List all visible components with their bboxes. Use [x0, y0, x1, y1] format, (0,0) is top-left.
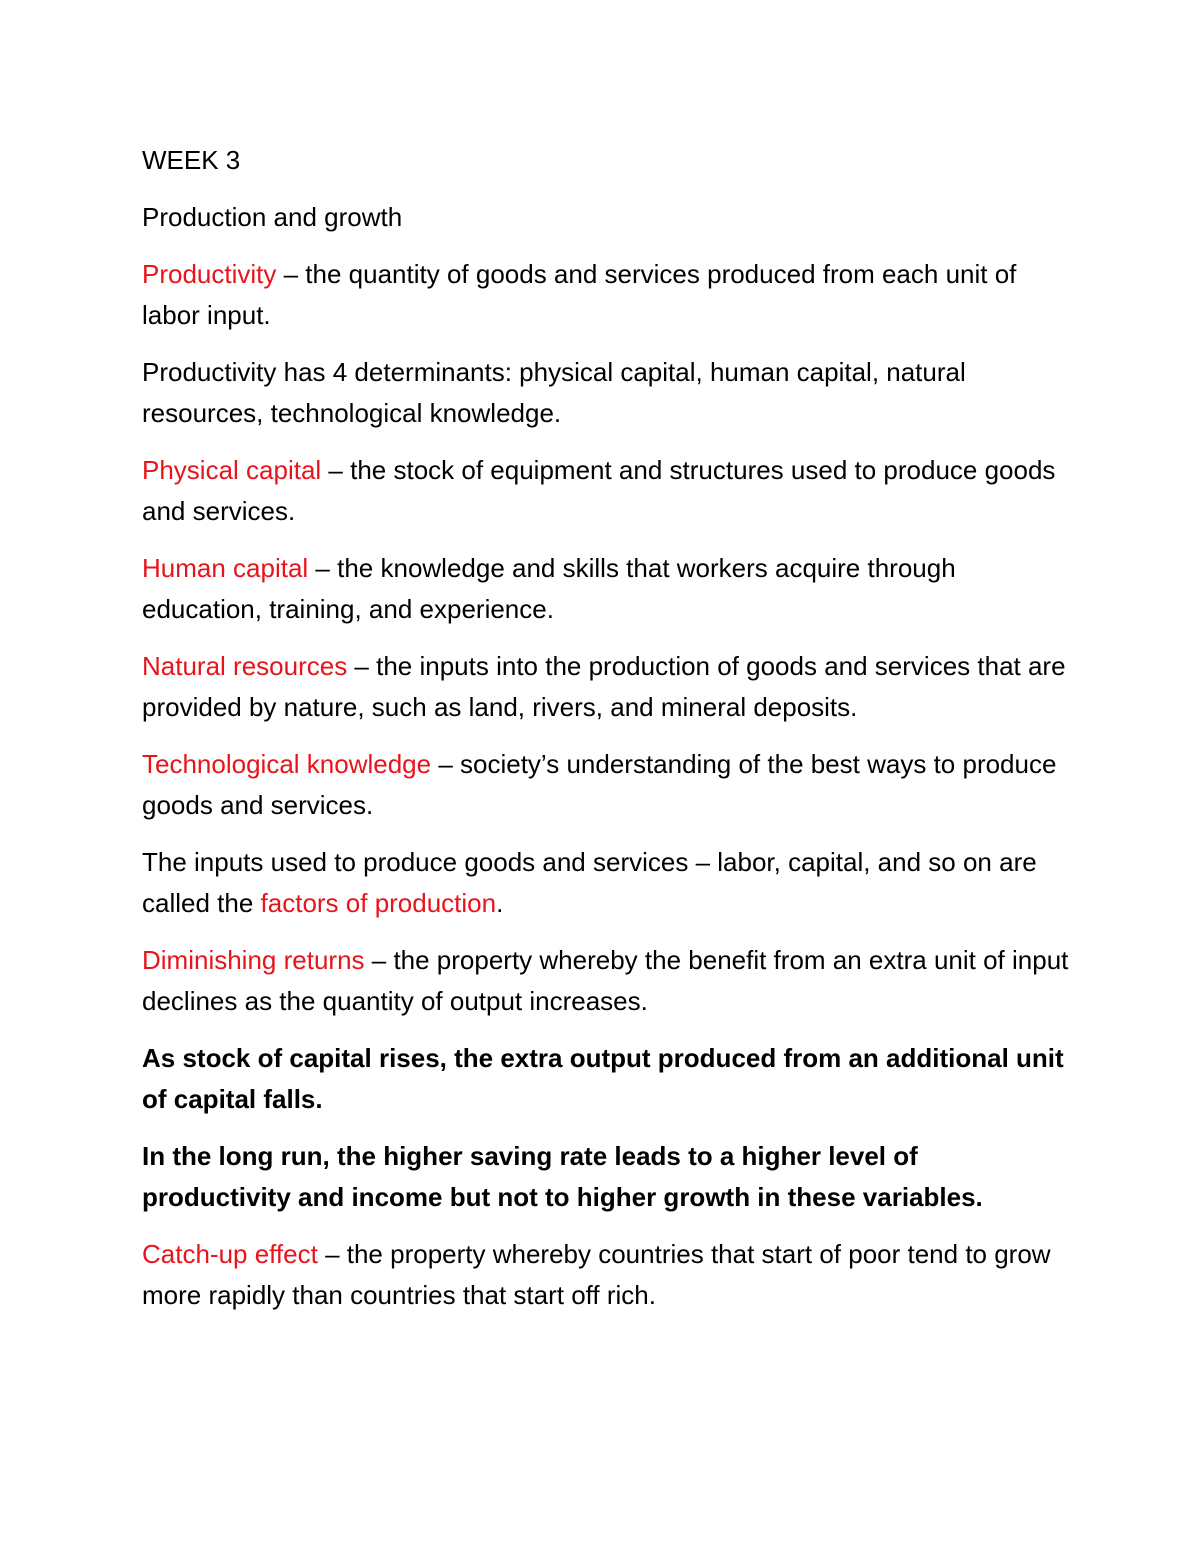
term-human-capital: Human capital — [142, 553, 309, 583]
definition-catch-up-effect — [142, 1234, 1072, 1316]
definition-text-after: . — [496, 888, 504, 918]
definition-text: – society’s understanding of the best ways to produce goods and services. — [142, 749, 1057, 820]
term-catch-up-effect: Catch-up effect — [142, 1239, 318, 1269]
definition-factors-of-production — [142, 842, 1072, 924]
bold-statement-capital: As stock of capital rises, the extra output produced from an additional unit of capital falls. — [142, 1043, 1064, 1114]
term-technological-knowledge: Technological knowledge — [142, 749, 432, 779]
definition-natural-resources — [142, 646, 1072, 728]
definition-text: – the property whereby the benefit from an extra unit of input declines as the quantity of output increases. — [142, 945, 1069, 1016]
definition-human-capital — [142, 548, 1072, 630]
term-physical-capital: Physical capital — [142, 455, 322, 485]
term-diminishing-returns: Diminishing returns — [142, 945, 365, 975]
week-heading: WEEK 3 — [142, 145, 241, 175]
definition-productivity — [142, 254, 1072, 336]
bold-statement-saving-rate: In the long run, the higher saving rate leads to a higher level of productivity and income but not to higher growth in these variables. — [142, 1141, 983, 1212]
document-body — [142, 140, 1072, 1332]
definition-diminishing-returns — [142, 940, 1072, 1022]
definition-technological-knowledge — [142, 744, 1072, 826]
definition-text: – the knowledge and skills that workers acquire through education, training, and experience. — [142, 553, 956, 624]
definition-text-before: The inputs used to produce goods and services – labor, capital, and so on are called the — [142, 847, 1037, 918]
definition-text: – the property whereby countries that start of poor tend to grow more rapidly than countries that start off rich. — [142, 1239, 1051, 1310]
term-natural-resources: Natural resources — [142, 651, 348, 681]
definition-text: – the quantity of goods and services produced from each unit of labor input. — [142, 259, 1017, 330]
definition-text: – the inputs into the production of goods and services that are provided by nature, such as land, rivers, and mineral deposits. — [142, 651, 1066, 722]
term-factors-of-production: factors of production — [260, 888, 497, 918]
definition-text: – the stock of equipment and structures used to produce goods and services. — [142, 455, 1056, 526]
definition-physical-capital — [142, 450, 1072, 532]
term-productivity: Productivity — [142, 259, 277, 289]
determinants-note: Productivity has 4 determinants: physical capital, human capital, natural resources, technological knowledge. — [142, 357, 966, 428]
topic-heading: Production and growth — [142, 202, 403, 232]
